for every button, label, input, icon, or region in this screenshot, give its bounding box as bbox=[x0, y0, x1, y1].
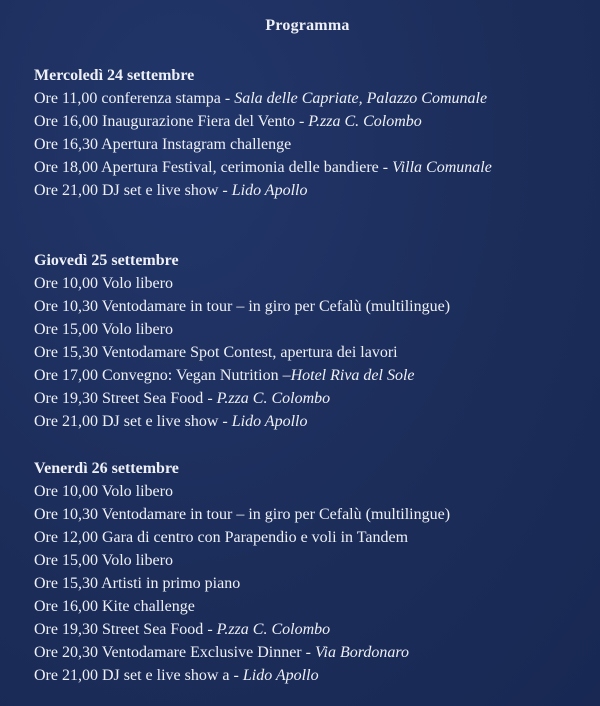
event-line: Ore 12,00 Gara di centro con Parapendio e voli in Tandem bbox=[34, 529, 409, 546]
day-heading: Giovedì 25 settembre bbox=[34, 252, 179, 269]
event-location: Villa Comunale bbox=[392, 159, 492, 176]
event-location: Via Bordonaro bbox=[314, 644, 410, 661]
event-line: Ore 17,00 Convegno: Vegan Nutrition – Hotel Riva del Sole bbox=[34, 364, 594, 387]
event-location: Lido Apollo bbox=[231, 413, 308, 430]
event-location: P.zza C. Colombo bbox=[216, 390, 331, 407]
event-location: P.zza C. Colombo bbox=[216, 621, 331, 638]
event-line: Ore 20,30 Ventodamare Exclusive Dinner- Via Bordonaro bbox=[34, 641, 594, 664]
event-line: Ore 15,00 Volo libero bbox=[34, 321, 173, 338]
page-title: Programma bbox=[265, 17, 350, 34]
event-location: Hotel Riva del Sole bbox=[290, 367, 415, 384]
event-location: Lido Apollo bbox=[242, 667, 319, 684]
event-line: Ore 10,00 Volo libero bbox=[34, 275, 173, 292]
day-section-venerdi bbox=[34, 457, 594, 687]
event-line: Ore 18,00 Apertura Festival, cerimonia delle bandiere- Villa Comunale bbox=[34, 156, 594, 179]
day-heading: Mercoledì 24 settembre bbox=[34, 67, 195, 84]
event-line: Ore 15,00 Volo libero bbox=[34, 552, 173, 569]
event-location: Sala delle Capriate, Palazzo Comunale bbox=[234, 90, 488, 107]
event-line: Ore 11,00 conferenza stampa- Sala delle Capriate, Palazzo Comunale bbox=[34, 87, 594, 110]
event-line: Ore 16,30 Apertura Instagram challenge bbox=[34, 136, 292, 153]
event-line: Ore 21,00 DJ set e live show a- Lido Apollo bbox=[34, 664, 594, 687]
event-line: Ore 16,00 Kite challenge bbox=[34, 598, 195, 615]
event-line: Ore 21,00 DJ set e live show- Lido Apollo bbox=[34, 410, 594, 433]
event-line: Ore 15,30 Ventodamare Spot Contest, apertura dei lavori bbox=[34, 344, 398, 361]
event-location: P.zza C. Colombo bbox=[308, 113, 422, 130]
event-location: Lido Apollo bbox=[231, 182, 308, 199]
event-line: Ore 10,30 Ventodamare in tour – in giro per Cefalù (multilingue) bbox=[34, 506, 451, 523]
event-line: Ore 19,30 Street Sea Food- P.zza C. Colombo bbox=[34, 618, 594, 641]
event-line: Ore 10,30 Ventodamare in tour – in giro per Cefalù (multilingue) bbox=[34, 298, 451, 315]
event-line: Ore 19,30 Street Sea Food- P.zza C. Colombo bbox=[34, 387, 594, 410]
event-line: Ore 15,30 Artisti in primo piano bbox=[34, 575, 241, 592]
day-section-giovedi bbox=[34, 249, 594, 433]
event-line: Ore 16,00 Inaugurazione Fiera del Vento- P.zza C. Colombo bbox=[34, 110, 594, 133]
event-line: Ore 10,00 Volo libero bbox=[34, 483, 173, 500]
day-section-mercoledi bbox=[34, 64, 594, 202]
event-line: Ore 21,00 DJ set e live show- Lido Apollo bbox=[34, 179, 594, 202]
day-heading: Venerdì 26 settembre bbox=[34, 460, 179, 477]
